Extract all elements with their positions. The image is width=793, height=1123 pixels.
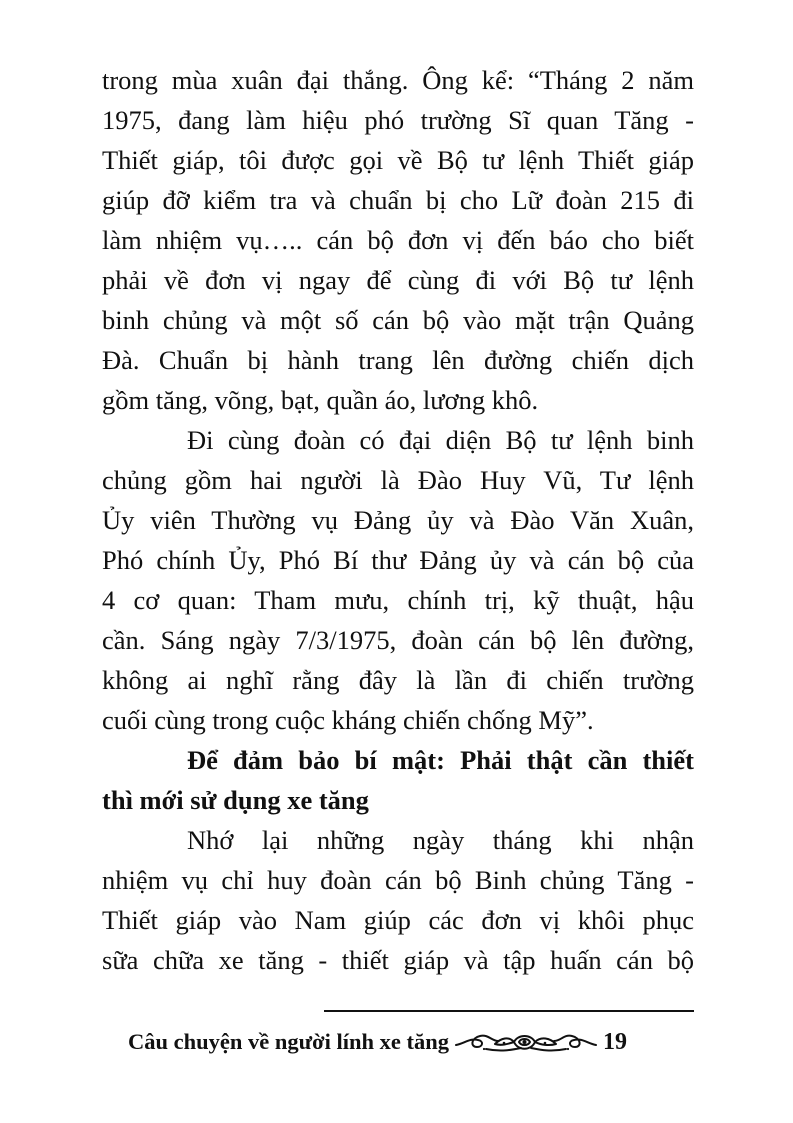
text-line: Thiết giáp, tôi được gọi về Bộ tư lệnh Thiết giáp bbox=[102, 145, 694, 175]
text-line: Thiết giáp vào Nam giúp các đơn vị khôi phục bbox=[102, 905, 694, 935]
text-line: không ai nghĩ rằng đây là lần đi chiến trường bbox=[102, 665, 694, 695]
text-line: cuối cùng trong cuộc kháng chiến chống Mỹ”. bbox=[102, 705, 594, 735]
page-footer bbox=[128, 1025, 694, 1059]
text-line: chủng gồm hai người là Đào Huy Vũ, Tư lệnh bbox=[102, 465, 694, 495]
text-line: gồm tăng, võng, bạt, quần áo, lương khô. bbox=[102, 385, 539, 415]
page-number: 19 bbox=[603, 1028, 628, 1055]
section-heading-line: Để đảm bảo bí mật: Phải thật cần thiết bbox=[187, 745, 694, 775]
text-line: nhiệm vụ chỉ huy đoàn cán bộ Binh chủng Tăng - bbox=[102, 865, 694, 895]
text-line: cần. Sáng ngày 7/3/1975, đoàn cán bộ lên đường, bbox=[102, 625, 694, 655]
paragraph-first-line: Nhớ lại những ngày tháng khi nhận bbox=[187, 825, 694, 855]
text-line: trong mùa xuân đại thắng. Ông kể: “Tháng 2 năm bbox=[102, 65, 694, 95]
book-page-text bbox=[102, 60, 694, 980]
footer-rule bbox=[324, 1010, 694, 1012]
paragraph-first-line: Đi cùng đoàn có đại diện Bộ tư lệnh binh bbox=[187, 425, 694, 455]
book-title: Câu chuyện về người lính xe tăng bbox=[128, 1029, 450, 1054]
text-line: Ủy viên Thường vụ Đảng ủy và Đào Văn Xuân, bbox=[102, 505, 694, 535]
text-line: giúp đỡ kiểm tra và chuẩn bị cho Lữ đoàn 215 đi bbox=[102, 185, 694, 215]
text-line: Phó chính Ủy, Phó Bí thư Đảng ủy và cán bộ của bbox=[102, 545, 694, 575]
section-heading-line: thì mới sử dụng xe tăng bbox=[102, 785, 369, 815]
text-line: 4 cơ quan: Tham mưu, chính trị, kỹ thuật, hậu bbox=[102, 585, 694, 615]
text-line: 1975, đang làm hiệu phó trường Sĩ quan Tăng - bbox=[102, 105, 694, 135]
text-line: làm nhiệm vụ….. cán bộ đơn vị đến báo cho biết bbox=[102, 225, 694, 255]
text-line: sữa chữa xe tăng - thiết giáp và tập huấn cán bộ bbox=[102, 945, 694, 975]
decorative-scroll-ornament-icon bbox=[453, 1029, 599, 1055]
text-line: binh chủng và một số cán bộ vào mặt trận Quảng bbox=[102, 305, 694, 335]
text-line: phải về đơn vị ngay để cùng đi với Bộ tư lệnh bbox=[102, 265, 694, 295]
text-line: Đà. Chuẩn bị hành trang lên đường chiến dịch bbox=[102, 345, 694, 375]
